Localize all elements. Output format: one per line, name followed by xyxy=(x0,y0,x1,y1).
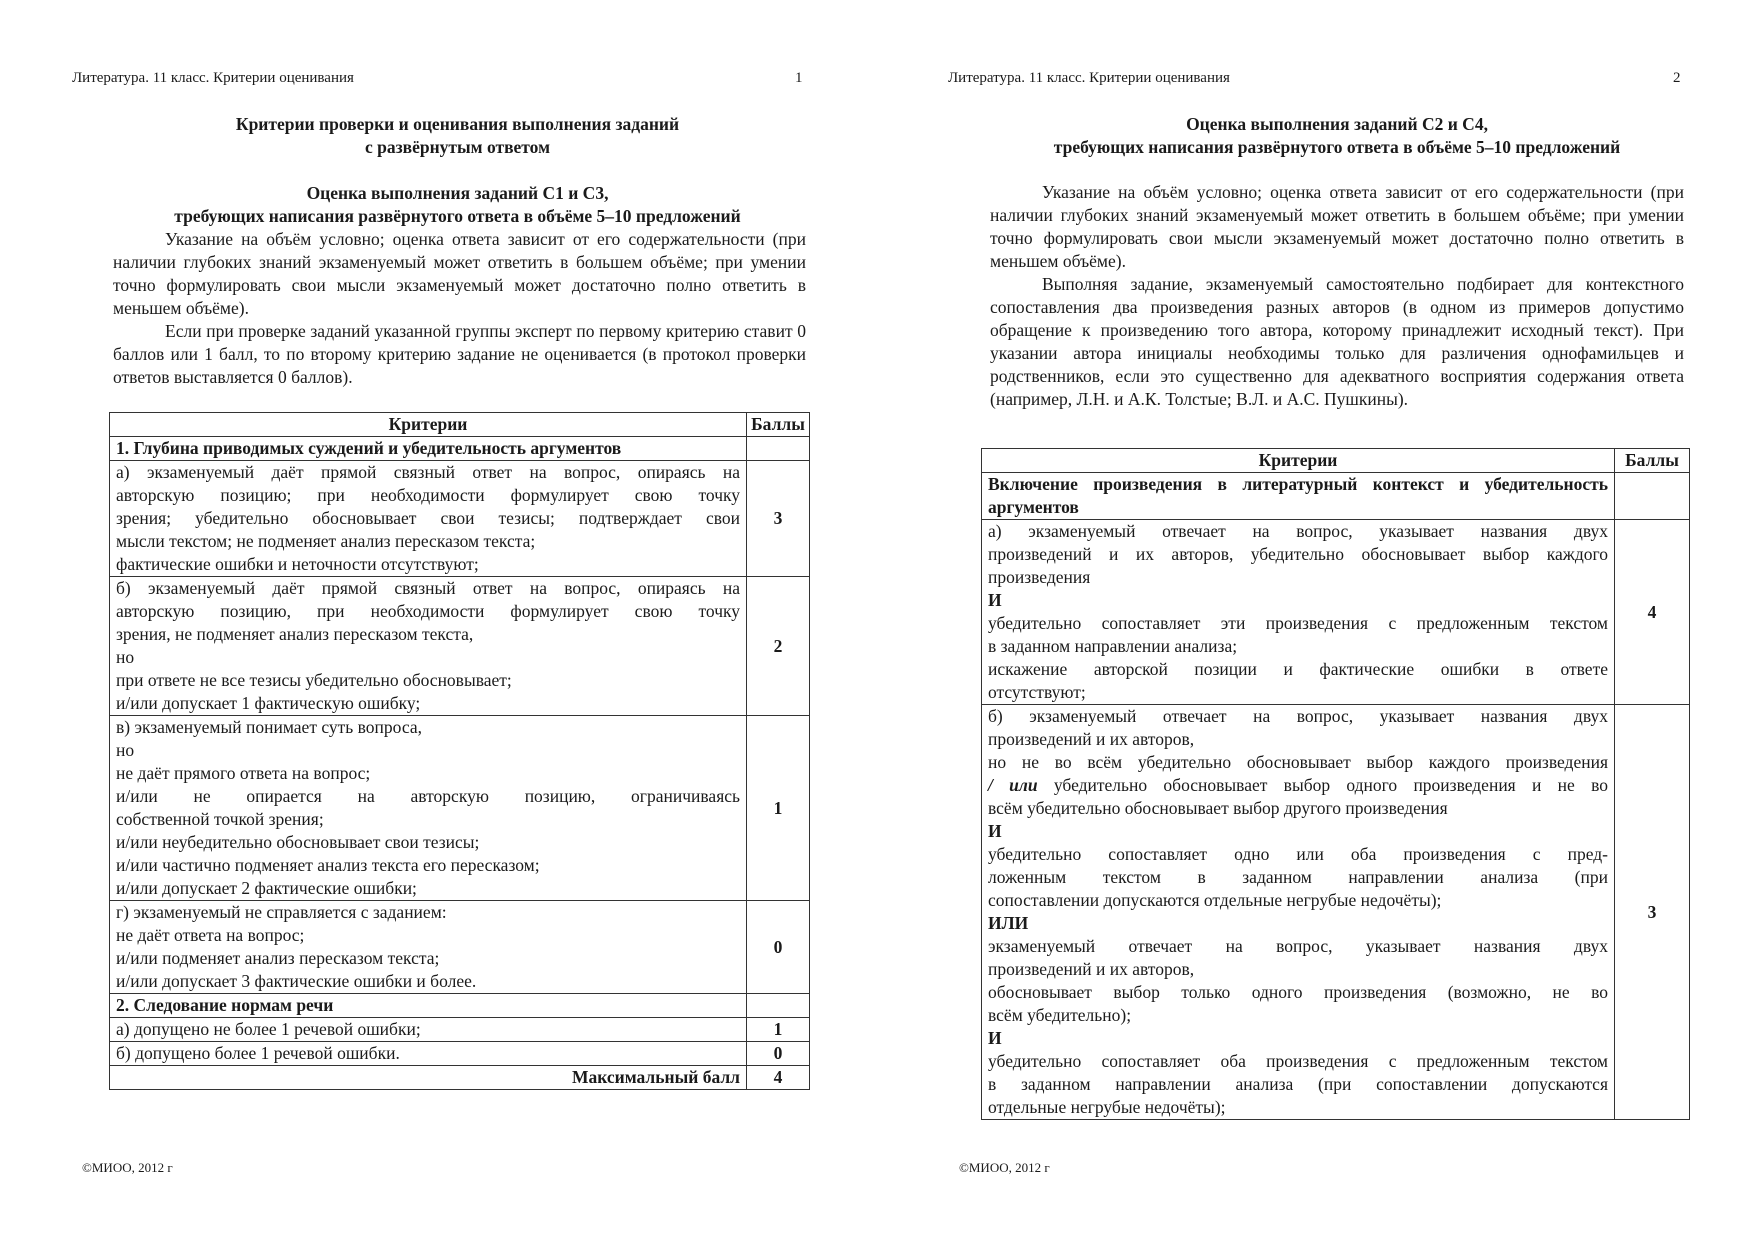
conjunction-or: ИЛИ xyxy=(988,913,1029,933)
criterion-line: и/или допускает 3 фактические ошибки и более. xyxy=(116,971,477,991)
criterion-line: убедительно сопоставляет эти произведения с предложенным текстом xyxy=(988,613,1608,633)
criteria-table xyxy=(109,412,810,1090)
main-title-line: Критерии проверки и оценивания выполнения заданий xyxy=(235,114,680,134)
main-title-line: с развёрнутым ответом xyxy=(364,137,551,157)
criterion-line: в заданном направлении анализа (при сопоставлении допускаются xyxy=(988,1074,1608,1094)
paragraph: Если при проверке заданий указанной группы эксперт по первому критерию ставит 0 баллов или 1 балл, то по второму критерию задание не оценивается (в протокол проверки ответов выставляется 0 баллов). xyxy=(113,321,806,387)
running-header: Литература. 11 класс. Критерии оценивания xyxy=(948,70,1230,86)
criterion-line: произведений и их авторов, убедительно обосновывает выбор каждого xyxy=(988,544,1608,564)
criterion-cell xyxy=(110,461,747,577)
criterion-line: но не во всём убедительно обосновывает выбор каждого произведения xyxy=(988,752,1608,772)
criterion-line: г) экзаменуемый не справляется с заданием: xyxy=(116,902,447,922)
intro-text xyxy=(990,181,1684,411)
column-header: Критерии xyxy=(110,413,747,437)
criterion-line: и/или подменяет анализ пересказом текста; xyxy=(116,948,440,968)
criterion-line: экзаменуемый отвечает на вопрос, указывает названия двух xyxy=(988,936,1608,956)
column-header: Баллы xyxy=(747,413,810,437)
table-row xyxy=(110,577,810,716)
points-cell: 4 xyxy=(1615,520,1690,705)
criterion-line xyxy=(988,774,1608,797)
criterion-line: авторскую позицию; при необходимости формулирует свою точку xyxy=(116,485,740,505)
criterion-cell xyxy=(110,901,747,994)
criterion-cell: б) допущено более 1 речевой ошибки. xyxy=(110,1042,747,1066)
criterion-line: авторскую позицию, при необходимости формулирует свою точку xyxy=(116,601,740,621)
criterion-line: ложенным текстом в заданном направлении анализа (при xyxy=(988,867,1608,887)
criterion-cell xyxy=(982,520,1615,705)
points-cell: 2 xyxy=(747,577,810,716)
conjunction-and: И xyxy=(988,821,1002,841)
points-cell: 1 xyxy=(747,1018,810,1042)
criterion-line: произведений и их авторов, xyxy=(988,959,1195,979)
points-cell: 0 xyxy=(747,901,810,994)
criterion-line: в заданном направлении анализа; xyxy=(988,636,1238,656)
criterion-line: мысли текстом; не подменяет анализ пересказом текста; xyxy=(116,531,536,551)
criterion-line: и/или допускает 1 фактическую ошибку; xyxy=(116,693,421,713)
criterion-line: не даёт прямого ответа на вопрос; xyxy=(116,763,371,783)
footer-copyright: ©МИОО, 2012 г xyxy=(82,1160,173,1175)
page-right xyxy=(877,0,1754,1239)
table-row xyxy=(982,520,1690,705)
points-cell: 3 xyxy=(747,461,810,577)
conjunction-and: И xyxy=(988,1028,1002,1048)
criterion-cell xyxy=(982,705,1615,1120)
section-title-line: Оценка выполнения заданий С2 и С4, xyxy=(1186,114,1488,134)
criterion-line: а) экзаменуемый отвечает на вопрос, указывает названия двух xyxy=(988,521,1608,541)
page-number: 2 xyxy=(1673,70,1681,86)
criterion-line: и/или допускает 2 фактические ошибки; xyxy=(116,878,417,898)
criterion-line: убедительно сопоставляет одно или оба произведения с пред- xyxy=(988,844,1608,864)
criterion-line: отсутствуют; xyxy=(988,682,1086,702)
criterion-line-text: убедительно обосновывает выбор одного произведения и не во xyxy=(1037,775,1608,795)
max-score-row xyxy=(110,1066,810,1090)
section-header xyxy=(982,473,1615,520)
criterion-line: и/или не опирается на авторскую позицию, ограничиваясь xyxy=(116,786,740,806)
criterion-line: и/или неубедительно обосновывает свои тезисы; xyxy=(116,832,480,852)
criterion-line: но xyxy=(116,740,135,760)
footer-copyright: ©МИОО, 2012 г xyxy=(959,1160,1050,1175)
criterion-line: в) экзаменуемый понимает суть вопроса, xyxy=(116,717,422,737)
criterion-line: убедительно сопоставляет оба произведения с предложенным текстом xyxy=(988,1051,1608,1071)
criterion-line: всём убедительно обосновывает выбор другого произведения xyxy=(988,798,1448,818)
points-cell: 1 xyxy=(747,716,810,901)
table-row xyxy=(110,1018,810,1042)
points-cell: 3 xyxy=(1615,705,1690,1120)
criteria-table xyxy=(981,448,1690,1120)
criterion-line: зрения; убедительно обосновывает свои тезисы; подтверждает свои xyxy=(116,508,740,528)
criterion-line: а) экзаменуемый даёт прямой связный ответ на вопрос, опираясь на xyxy=(116,462,740,482)
section-title-line: требующих написания развёрнутого ответа в объёме 5–10 предложений xyxy=(1053,137,1621,157)
section-header-text: Включение произведения в литературный контекст и убедительность аргументов xyxy=(988,474,1608,517)
table-row xyxy=(982,705,1690,1120)
criterion-cell xyxy=(110,716,747,901)
criterion-line: отдельные негрубые недочёты); xyxy=(988,1097,1226,1117)
criterion-line: сопоставлении допускаются отдельные негрубые недочёты); xyxy=(988,890,1442,910)
column-header: Критерии xyxy=(982,449,1615,473)
criterion-line: зрения, не подменяет анализ пересказом текста, xyxy=(116,624,474,644)
criterion-line: всём убедительно); xyxy=(988,1005,1132,1025)
main-title xyxy=(110,113,805,159)
conjunction-or-inline: / или xyxy=(988,775,1038,795)
column-header: Баллы xyxy=(1615,449,1690,473)
criterion-line: обосновывает выбор только одного произведения (возможно, не во xyxy=(988,982,1608,1002)
criterion-line: при ответе не все тезисы убедительно обосновывает; xyxy=(116,670,512,690)
criterion-line: искажение авторской позиции и фактические ошибки в ответе xyxy=(988,659,1608,679)
criterion-line: б) экзаменуемый даёт прямой связный ответ на вопрос, опираясь на xyxy=(116,578,740,598)
criterion-line: собственной точкой зрения; xyxy=(116,809,324,829)
criterion-line: фактические ошибки и неточности отсутствуют; xyxy=(116,554,479,574)
max-score-label: Максимальный балл xyxy=(110,1066,747,1090)
criterion-line: произведения xyxy=(988,567,1091,587)
section-title xyxy=(987,113,1687,159)
table-row xyxy=(110,716,810,901)
section-header: 2. Следование нормам речи xyxy=(110,994,747,1018)
paragraph: Указание на объём условно; оценка ответа зависит от его содержательности (при наличии глубоких знаний экзаменуемый может ответить в большем объёме; при умении точно формулировать свои мысли экзаменуемый может достаточно полно ответить в меньшем объёме). xyxy=(990,182,1684,271)
paragraph: Указание на объём условно; оценка ответа зависит от его содержательности (при наличии глубоких знаний экзаменуемый может ответить в большем объёме; при умении точно формулировать свои мысли экзаменуемый может достаточно полно ответить в меньшем объёме). xyxy=(113,229,806,318)
criterion-line: и/или частично подменяет анализ текста его пересказом; xyxy=(116,855,540,875)
criterion-line: но xyxy=(116,647,135,667)
table-row xyxy=(110,1042,810,1066)
max-score-value: 4 xyxy=(747,1066,810,1090)
running-header: Литература. 11 класс. Критерии оценивания xyxy=(72,70,354,86)
paragraph: Выполняя задание, экзаменуемый самостоятельно подбирает для контекстного сопоставления два произведения разных авторов (в одном из примеров допустимо обращение к произведению того автора, которому принадлежит исходный текст). При указании автора инициалы необходимы только для различения однофамильцев и родственников, если это существенно для адекватного восприятия содержания ответа (например, Л.Н. и А.К. Толстые; В.Л. и А.С. Пушкины). xyxy=(990,274,1684,409)
table-row xyxy=(110,901,810,994)
table-row xyxy=(110,461,810,577)
section-title-line: требующих написания развёрнутого ответа в объёме 5–10 предложений xyxy=(174,206,741,226)
criterion-line: не даёт ответа на вопрос; xyxy=(116,925,305,945)
criterion-line: произведений и их авторов, xyxy=(988,729,1195,749)
points-cell: 0 xyxy=(747,1042,810,1066)
section-header: 1. Глубина приводимых суждений и убедительность аргументов xyxy=(110,437,747,461)
conjunction-and: И xyxy=(988,590,1002,610)
criterion-line: б) экзаменуемый отвечает на вопрос, указывает названия двух xyxy=(988,706,1608,726)
section-title xyxy=(110,182,805,228)
section-title-line: Оценка выполнения заданий С1 и С3, xyxy=(306,183,609,203)
intro-text xyxy=(113,228,806,389)
criterion-cell: а) допущено не более 1 речевой ошибки; xyxy=(110,1018,747,1042)
criterion-cell xyxy=(110,577,747,716)
page-number: 1 xyxy=(795,70,803,86)
